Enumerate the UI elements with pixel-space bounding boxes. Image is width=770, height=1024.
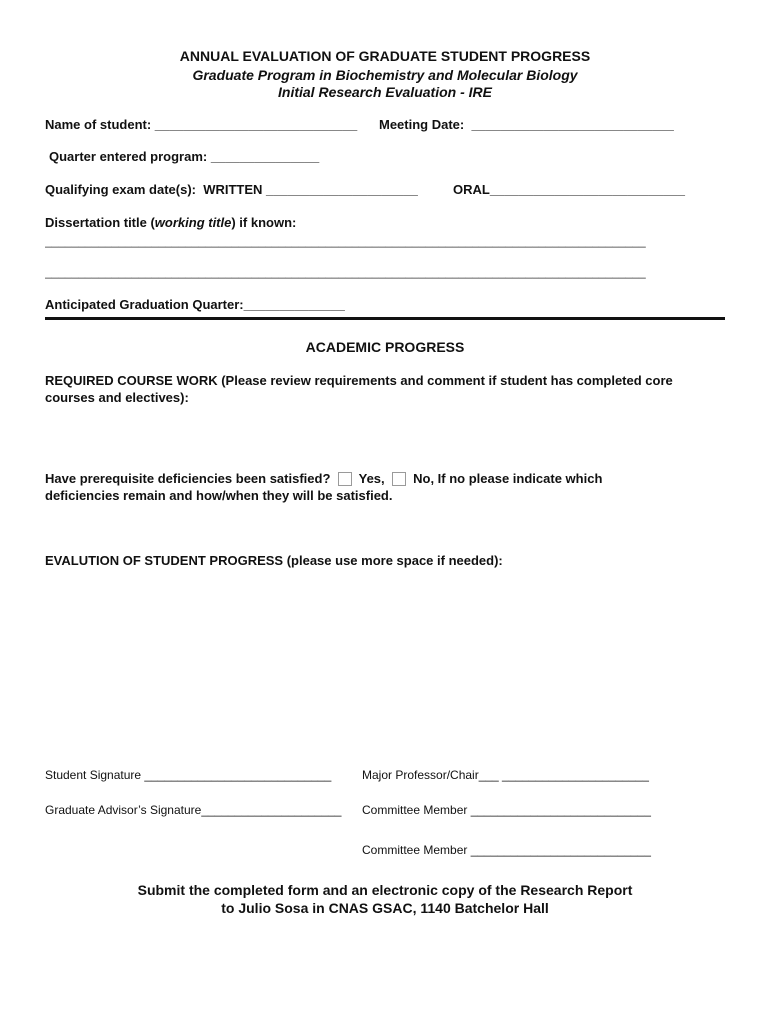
major-professor-field[interactable]: Major Professor/Chair___ ______________________ bbox=[362, 768, 649, 782]
dissertation-suffix: ) if known: bbox=[231, 215, 297, 230]
academic-progress-heading: ACADEMIC PROGRESS bbox=[305, 339, 465, 355]
dissertation-line-2[interactable]: __________________________________________________________________________________________ bbox=[45, 265, 646, 279]
dissertation-italic: working title bbox=[154, 215, 232, 230]
prereq-line-2: deficiencies remain and how/when they will be satisfied. bbox=[45, 488, 393, 503]
coursework-line-1: REQUIRED COURSE WORK (Please review requirements and comment if student has completed core bbox=[45, 373, 673, 388]
qualifying-oral-field[interactable]: ORAL___________________________ bbox=[453, 182, 686, 197]
yes-label: Yes, bbox=[358, 471, 385, 486]
program-name: Graduate Program in Biochemistry and Molecular Biology bbox=[192, 67, 578, 83]
prereq-question-row bbox=[45, 471, 602, 486]
section-divider bbox=[45, 317, 725, 320]
graduate-advisor-field[interactable]: Graduate Advisor’s Signature_____________________ bbox=[45, 803, 342, 817]
student-name-field[interactable]: Name of student: ____________________________ bbox=[45, 117, 358, 132]
student-signature-field[interactable]: Student Signature ____________________________ bbox=[45, 768, 332, 782]
meeting-date-field[interactable]: Meeting Date: ____________________________ bbox=[379, 117, 674, 132]
prereq-question: Have prerequisite deficiencies been satisfied? bbox=[45, 471, 331, 486]
evaluation-heading: EVALUTION OF STUDENT PROGRESS (please use more space if needed): bbox=[45, 553, 503, 568]
dissertation-line-1[interactable]: __________________________________________________________________________________________ bbox=[45, 234, 646, 248]
qualifying-written-field[interactable]: Qualifying exam date(s): WRITTEN _____________________ bbox=[45, 182, 418, 197]
no-label: No, If no please indicate which bbox=[413, 471, 603, 486]
yes-checkbox[interactable] bbox=[338, 472, 352, 486]
submit-instruction-line-2: to Julio Sosa in CNAS GSAC, 1140 Batchelor Hall bbox=[221, 900, 549, 916]
quarter-entered-field[interactable]: Quarter entered program: _______________ bbox=[49, 149, 320, 164]
no-checkbox[interactable] bbox=[392, 472, 406, 486]
committee-member-1-field[interactable]: Committee Member ___________________________ bbox=[362, 803, 651, 817]
coursework-line-2: courses and electives): bbox=[45, 390, 189, 405]
committee-member-2-field[interactable]: Committee Member ___________________________ bbox=[362, 843, 651, 857]
graduation-quarter-field[interactable]: Anticipated Graduation Quarter:______________ bbox=[45, 297, 345, 312]
evaluation-type: Initial Research Evaluation - IRE bbox=[278, 84, 492, 100]
dissertation-prefix: Dissertation title ( bbox=[45, 215, 155, 230]
form-title: ANNUAL EVALUATION OF GRADUATE STUDENT PROGRESS bbox=[179, 48, 591, 64]
dissertation-title-label bbox=[45, 215, 296, 230]
submit-instruction-line-1: Submit the completed form and an electronic copy of the Research Report bbox=[137, 882, 633, 898]
